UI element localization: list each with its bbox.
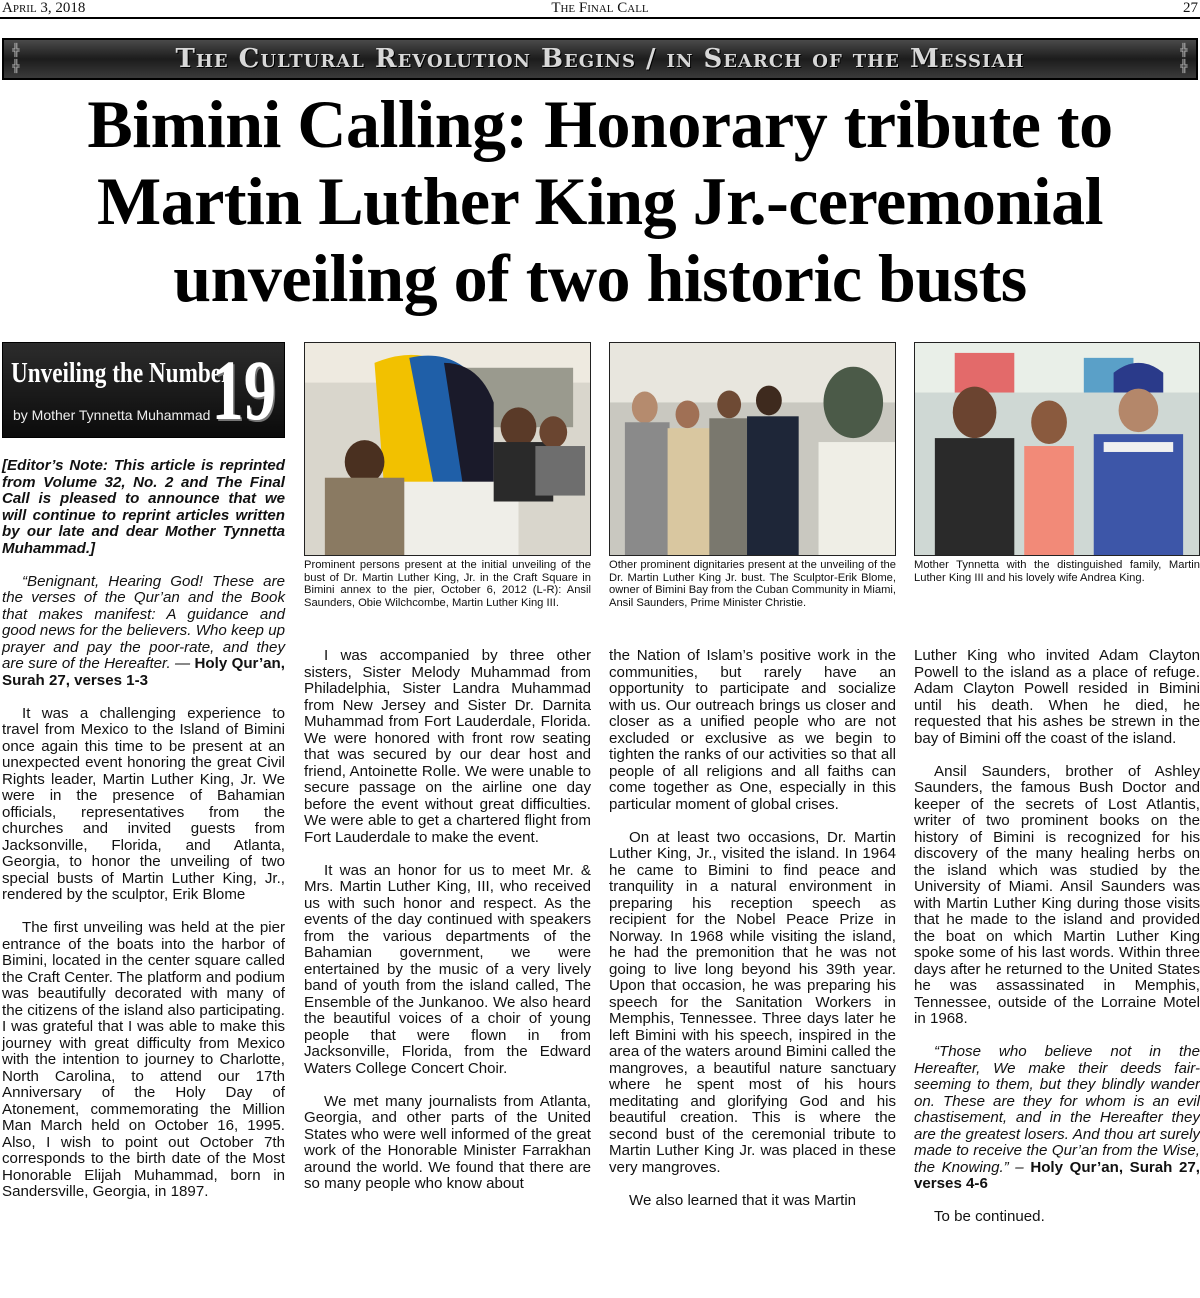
quote-text: “Benignant, Hearing God! These are the verses of the Qur’an and the Book that makes manifest: A guidance and good news for the believers. Who keep up prayer and pay the poor-rate, and they are sure of the Hereafter. — — [2, 572, 285, 672]
paragraph: On at least two occasions, Dr. Martin Luther King, Jr., visited the island. In 1964 he came to Bimini to find peace and tranquility in a natural environment in preparing his reception speech as recipient for the Nobel Peace Prize in Norway. In 1968 while visiting the island, he had the premonition that he was not going to live long beyond his 39th year. Upon that occasion, he was preparing his speech for the Sanitation Workers in Memphis, Tennessee. Three days later he left Bimini with his speech, inspired in the area of the waters around Bimini called the mangroves, a beautiful nature sanctuary where he spent most of his hours meditating and glorifying God and his beautiful creation. This is where the second bust of the ceremonial tribute to Martin Luther King Jr. was placed in these very mangroves. — [609, 828, 896, 1176]
quote-source: Holy Qur’an, Surah 27, verses 1-3 — [2, 655, 285, 689]
article-column-4 — [914, 648, 1200, 1242]
paragraph: We also learned that it was Martin — [629, 1191, 857, 1209]
column-logo-number: 19 — [211, 342, 276, 438]
column-logo — [2, 342, 285, 438]
column-logo-title: Unveiling the Number — [11, 357, 232, 389]
photo-unveiling — [304, 342, 591, 556]
paragraph: It was a challenging experience to travel from Mexico to the Island of Bimini once again this time to be present at an unexpected event honoring the great Civil Rights leader, Martin Luther King, Jr. We were in the presence of Bahamian officials, representatives from the churches and invited guests from Jacksonville, Florida, and Atlanta, Georgia, to honor the unveiling of two special busts of Martin Luther King, Jr., rendered by the sculptor, Erik Blome — [2, 704, 285, 903]
issue-date: April 3, 2018 — [2, 0, 86, 16]
headline: Bimini Calling: Honorary tribute to Martin Luther King Jr.-ceremonial unveiling of two historic busts — [87, 86, 1113, 316]
quote-surah-4-6 — [914, 1044, 1200, 1193]
section-banner — [2, 38, 1198, 80]
editors-note: [Editor’s Note: This article is reprinted from Volume 32, No. 2 and The Final Call is pleased to announce that we will continue to reprint articles written by our late and dear Mother Tynnetta Muhammad.] — [2, 457, 285, 557]
photo-family — [914, 342, 1200, 556]
section-banner-text: The Cultural Revolution Begins / in Search of the Messiah — [175, 44, 1025, 74]
paragraph: Ansil Saunders, brother of Ashley Saunders, the famous Bush Doctor and keeper of the secrets of Lost Atlantis, writer of two prominent books on the history of Bimini is recognized for his discovery of the many healing herbs on the island which was studied by the University of Miami. Ansil Saunders was with Martin Luther King during those visits that he made to the island and provided the boat on which Martin Luther King spoke some of his last words. Within three days after he returned to the United States he was assassinated in Memphis, Tennessee, outside of the Lorraine Motel in 1968. — [914, 762, 1200, 1027]
quote-surah-1-3 — [2, 574, 285, 690]
article-column-2 — [304, 648, 591, 1209]
page-number: 27 — [1183, 0, 1198, 16]
ornament-icon: ╬ ╬ — [1180, 43, 1188, 73]
paragraph: The first unveiling was held at the pier entrance of the boats into the harbor of Bimini, located in the center square called the Craft Center. The platform and podium was beautifully decorated with many of the citizens of the island also participating. I was grateful that I was able to make this journey with great difficulty from Mexico with the intention to journey to Charlotte, North Carolina, to attend our 17th Anniversary of the Holy Day of Atonement, commemorating the Million Man March held on October 16, 1995. Also, I wish to point out October 7th corresponds to the birth date of the Most Honorable Elijah Muhammad, born in Sandersville, Georgia, in 1897. — [2, 919, 285, 1200]
paragraph: I was accompanied by three other sisters, Sister Melody Muhammad from Philadelphia, Sister Landra Muhammad from New Jersey and Sister Dr. Darnita Muhammad from Fort Lauderdale, Florida. We were honored with front row seating that was secured by our dear host and friend, Antoinette Rolle. We were unable to secure passage on the airline one day before the event without great difficulties. We were able to get a chartered flight from Fort Lauderdale to make the event. — [304, 647, 591, 846]
ornament-icon: ╬ ╬ — [12, 43, 20, 73]
paragraph: We met many journalists from Atlanta, Georgia, and other parts of the United States who were well informed of the great work of the Honorable Minister Farrakhan around the world. We found that there are so many people who know about — [304, 1092, 591, 1192]
quote-source: Holy Qur’an, Surah 27, verses 4-6 — [914, 1158, 1200, 1192]
closing-line: To be continued. — [934, 1208, 1045, 1225]
column-logo-byline: by Mother Tynnetta Muhammad — [13, 407, 211, 423]
article-column-1 — [2, 458, 285, 1217]
photo-dignitaries-image — [610, 343, 895, 555]
paragraph-continued: the Nation of Islam’s positive work in the communities, but rarely have an opportunity to participate and socialize with us. Our outreach brings us closer and closer as a unified people who are not excluded or exclusive as we begin to tighten the ranks of our activities so that all people of all religions and all faiths can come together as One, especially in this particular moment of global crises. — [609, 647, 896, 813]
photo-caption: Other prominent dignitaries present at the unveiling of the Dr. Martin Luther King Jr. bust. The Sculptor-Erik Blome, owner of Bimini Bay from the Cuban Community in Miami, Ansil Saunders, Prime Minister Christie. — [609, 559, 896, 609]
folio-line — [0, 0, 1200, 19]
photo-family-image — [915, 343, 1199, 555]
paragraph: It was an honor for us to meet Mr. & Mrs. Martin Luther King, III, who received us with such honor and respect. As the events of the day continued with speakers from the various departments of the Bahamian government, we were entertained by the music of a very lively band of youth from the island called, The Ensemble of the Junkanoo. We also heard the beautiful voices of a choir of young people that were flown in from Jacksonville, Florida, from the Edward Waters College Concert Choir. — [304, 861, 591, 1077]
photo-dignitaries — [609, 342, 896, 556]
paragraph-continued: Luther King who invited Adam Clayton Powell to the island as a place of refuge. Adam Clayton Powell resided in Bimini until his death. When he died, he requested that his ashes be strewn in the bay of Bimini off the coast of the island. — [914, 647, 1200, 747]
photo-unveiling-image — [305, 343, 590, 555]
photo-caption: Mother Tynnetta with the distinguished family, Martin Luther King III and his lovely wife Andrea King. — [914, 559, 1200, 584]
quote-text: “Those who believe not in the Hereafter, We make their deeds fair-seeming to them, but they blindly wander on. These are they for whom is an evil chastisement, and in the Hereafter they are the greatest losers. And thou art surely made to receive the Qur’an from the Wise, the Knowing.” – — [914, 1043, 1200, 1176]
article-column-3 — [609, 648, 896, 1226]
paper-name: The Final Call — [551, 0, 649, 16]
photo-caption: Prominent persons present at the initial unveiling of the bust of Dr. Martin Luther King, Jr. in the Craft Square in Bimini annex to the pier, October 6, 2012 (L-R): Ansil Saunders, Obie Wilchcombe, Martin Luther King III. — [304, 559, 591, 609]
